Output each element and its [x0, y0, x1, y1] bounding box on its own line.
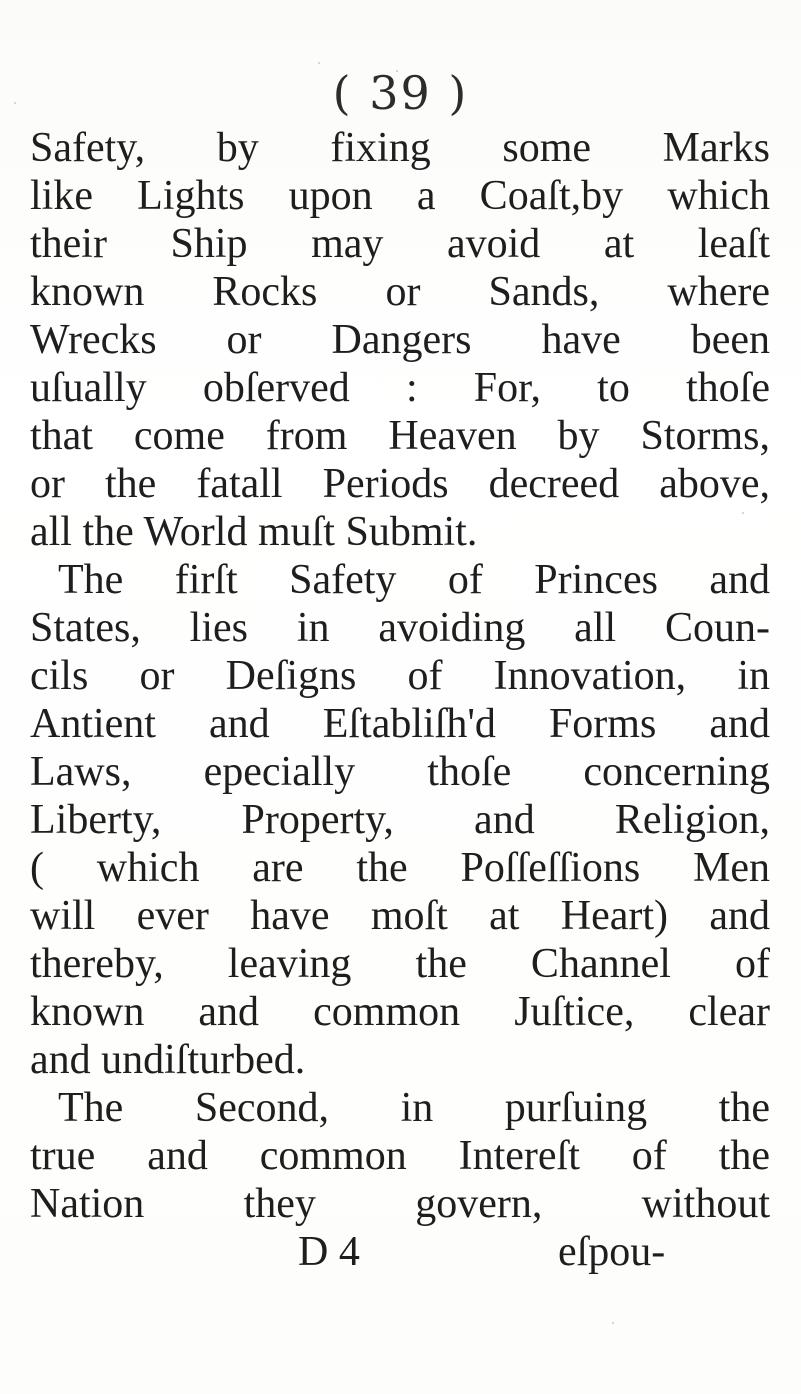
text-line: uſually obſerved : For, to thoſe [30, 365, 770, 411]
text-line: The Second, in purſuing the [58, 1085, 770, 1131]
text-line: Wrecks or Dangers have been [30, 317, 770, 363]
text-line: Safety, by fixing some Marks [30, 125, 770, 171]
text-line: States, lies in avoiding all Coun- [30, 605, 770, 651]
paper-speck [318, 62, 320, 64]
text-line: thereby, leaving the Channel of [30, 941, 770, 987]
text-line: Laws, epecially thoſe concerning [30, 749, 770, 795]
signature-mark: D 4 [298, 1229, 360, 1275]
text-line: and undiſturbed. [30, 1037, 306, 1083]
text-line: will ever have moſt at Heart) and [30, 893, 770, 939]
text-line: known Rocks or Sands, where [30, 269, 770, 315]
text-line: Antient and Eſtabliſh'd Forms and [30, 701, 770, 747]
text-line: all the World muſt Submit. [30, 509, 478, 555]
text-line: known and common Juſtice, clear [30, 989, 770, 1035]
catchword: eſpou- [558, 1229, 666, 1275]
page-footer [0, 1228, 801, 1276]
text-line: true and common Intereſt of the [30, 1133, 770, 1179]
text-line: ( which are the Poſſeſſions Men [30, 845, 770, 891]
text-line: The firſt Safety of Princes and [58, 557, 770, 603]
text-line: like Lights upon a Coaſt,by which [30, 173, 770, 219]
body-text [30, 124, 770, 1228]
text-line: Liberty, Property, and Religion, [30, 797, 770, 843]
paper-speck [612, 1322, 614, 1324]
text-line: their Ship may avoid at leaſt [30, 221, 770, 267]
text-line: Nation they govern, without [30, 1181, 770, 1227]
page-number: ( 39 ) [332, 66, 469, 120]
text-line: or the fatall Periods decreed above, [30, 461, 770, 507]
text-line: cils or Deſigns of Innovation, in [30, 653, 770, 699]
text-line: that come from Heaven by Storms, [30, 413, 770, 459]
